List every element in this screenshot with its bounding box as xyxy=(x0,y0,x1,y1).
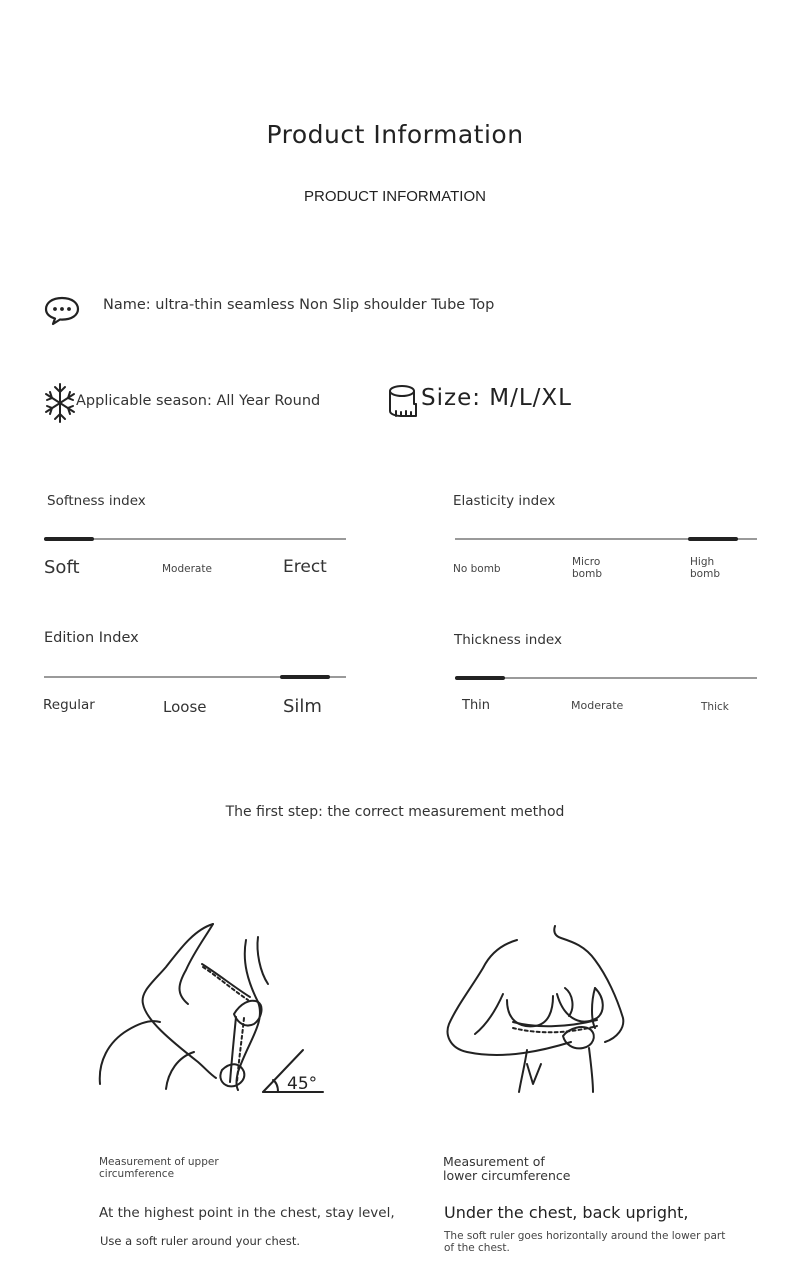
thickness-marker xyxy=(455,676,505,680)
upper-description-1: At the highest point in the chest, stay level, xyxy=(99,1205,395,1221)
upper-description-2: Use a soft ruler around your chest. xyxy=(100,1234,300,1248)
angle-label: 45° xyxy=(287,1074,318,1094)
upper-caption-line1: Measurement of upper xyxy=(99,1156,219,1168)
elasticity-label-high-line1: High xyxy=(690,556,715,568)
snowflake-icon xyxy=(44,383,76,427)
edition-label-regular: Regular xyxy=(43,697,95,713)
page-title: Product Information xyxy=(266,120,524,149)
thickness-label-thin: Thin xyxy=(462,698,491,713)
lower-caption xyxy=(443,1155,570,1183)
elasticity-label-high-line2: bomb xyxy=(690,568,720,580)
edition-marker xyxy=(280,675,330,679)
lower-description-2-line1: The soft ruler goes horizontally around the lower part xyxy=(444,1230,726,1242)
upper-measurement-illustration xyxy=(98,922,328,1101)
elasticity-label-high-bomb xyxy=(690,556,720,580)
softness-label-erect: Erect xyxy=(283,557,327,577)
softness-label-soft: Soft xyxy=(44,557,80,578)
elasticity-label-no-bomb: No bomb xyxy=(453,563,501,575)
thickness-label-thick: Thick xyxy=(701,701,729,713)
lower-description-1: Under the chest, back upright, xyxy=(444,1203,689,1222)
elasticity-label-micro-line1: Micro xyxy=(572,556,601,568)
edition-index-title: Edition Index xyxy=(44,630,139,646)
upper-caption xyxy=(99,1156,219,1180)
softness-marker xyxy=(44,537,94,541)
lower-caption-line1: Measurement of xyxy=(443,1154,545,1169)
softness-index-title: Softness index xyxy=(47,493,146,509)
upper-caption-line2: circumference xyxy=(99,1168,175,1180)
elasticity-index-title: Elasticity index xyxy=(453,493,556,509)
season-label: Applicable season: All Year Round xyxy=(76,393,321,409)
measuring-tape-icon xyxy=(388,384,418,422)
page-subtitle: PRODUCT INFORMATION xyxy=(304,188,486,205)
edition-label-loose: Loose xyxy=(163,698,207,716)
lower-caption-line2: lower circumference xyxy=(443,1168,571,1183)
measurement-step-title: The first step: the correct measurement method xyxy=(225,804,565,820)
elasticity-label-micro-bomb xyxy=(572,556,602,580)
lower-description-2 xyxy=(444,1230,725,1254)
lower-description-2-line2: of the chest. xyxy=(444,1242,510,1254)
elasticity-marker xyxy=(688,537,738,541)
product-name: Name: ultra-thin seamless Non Slip shoulder Tube Top xyxy=(103,297,495,313)
softness-label-moderate: Moderate xyxy=(162,563,212,575)
thickness-label-moderate: Moderate xyxy=(571,699,624,712)
thickness-index-title: Thickness index xyxy=(454,632,562,648)
edition-label-silm: Silm xyxy=(283,696,322,717)
lower-measurement-illustration xyxy=(445,924,627,1098)
elasticity-label-micro-line2: bomb xyxy=(572,568,602,580)
speech-bubble-icon xyxy=(44,296,80,330)
size-label: Size: M/L/XL xyxy=(421,385,572,411)
